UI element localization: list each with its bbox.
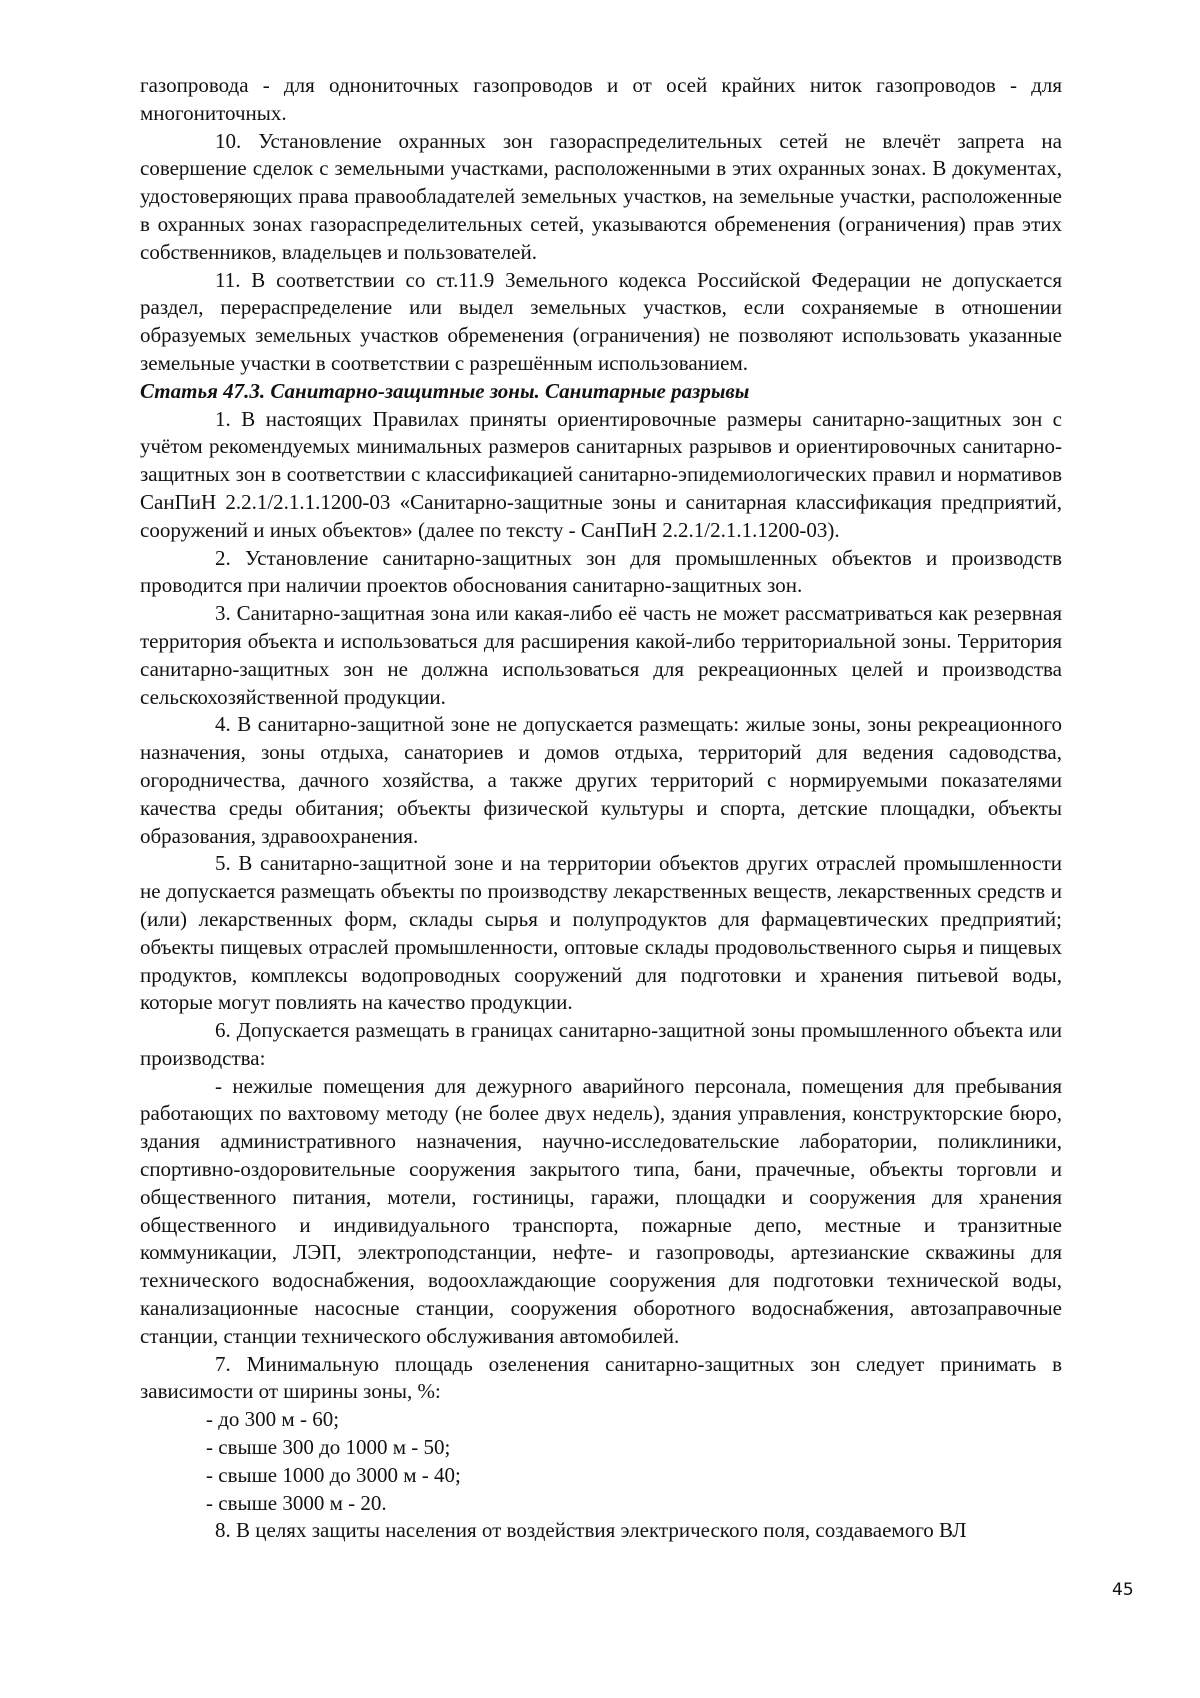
paragraph: 8. В целях защиты населения от воздействия электрического поля, создаваемого ВЛ	[215, 1518, 967, 1543]
paragraph: - нежилые помещения для дежурного аварийного персонала, помещения для пребывания работающих по вахтовому методу (не более двух недель), здания управления, конструкторские бюро, здания административного назначения, научно-исследовательские лаборатории, поликлиники, спортивно-оздоровительные сооружения закрытого типа, бани, прачечные, объекты торговли и общественного питания, мотели, гостиницы, гаражи, площадки и сооружения для хранения общественного и индивидуального транспорта, пожарные депо, местные и транзитные коммуникации, ЛЭП, электроподстанции, нефте- и газопроводы, артезианские скважины для технического водоснабжения, водоохлаждающие сооружения для подготовки технической воды, канализационные насосные станции, сооружения оборотного водоснабжения, автозаправочные станции, станции технического обслуживания автомобилей.	[140, 1073, 1062, 1348]
paragraph: 4. В санитарно-защитной зоне не допускается размещать: жилые зоны, зоны рекреационного назначения, зоны отдыха, санаториев и домов отдыха, территорий для ведения садоводства, огородничества, дачного хозяйства, а также других территорий с нормируемыми показателями качества среды обитания; объекты физической культуры и спорта, детские площадки, объекты образования, здравоохранения.	[140, 712, 1062, 848]
paragraph: 1. В настоящих Правилах приняты ориентировочные размеры санитарно-защитных зон с учётом рекомендуемых минимальных размеров санитарных разрывов и ориентировочных санитарно-защитных зон в соответствии с классификацией санитарно-эпидемиологических правил и нормативов СанПиН 2.2.1/2.1.1.1200-03 «Санитарно-защитные зоны и санитарная классификация предприятий, сооружений и иных объектов» (далее по тексту - СанПиН 2.2.1/2.1.1.1200-03).	[140, 406, 1062, 542]
list-item: - до 300 м - 60;	[206, 1407, 340, 1432]
paragraph: 3. Санитарно-защитная зона или какая-либо её часть не может рассматриваться как резервная территория объекта и использоваться для расширения какой-либо территориальной зоны. Территория санитарно-защитных зон не должна использоваться для рекреационных целей и производства сельскохозяйственной продукции.	[140, 601, 1062, 709]
paragraph: 10. Установление охранных зон газораспределительных сетей не влечёт запрета на совершение сделок с земельными участками, расположенными в этих охранных зонах. В документах, удостоверяющих права правообладателей земельных участков, на земельные участки, расположенные в охранных зонах газораспределительных сетей, указываются обременения (ограничения) прав этих собственников, владельцев и пользователей.	[140, 128, 1062, 264]
paragraph: 5. В санитарно-защитной зоне и на территории объектов других отраслей промышленности не допускается размещать объекты по производству лекарственных веществ, лекарственных средств и (или) лекарственных форм, склады сырья и полупродуктов для фармацевтических предприятий; объекты пищевых отраслей промышленности, оптовые склады продовольственного сырья и пищевых продуктов, комплексы водопроводных сооружений для подготовки и хранения питьевой воды, которые могут повлиять на качество продукции.	[140, 851, 1062, 1015]
page-number: 45	[1112, 1580, 1134, 1600]
paragraph: 11. В соответствии со ст.11.9 Земельного кодекса Российской Федерации не допускается раздел, перераспределение или выдел земельных участков, если сохраняемые в отношении образуемых земельных участков обременения (ограничения) не позволяют использовать указанные земельные участки в соответствии с разрешённым использованием.	[140, 267, 1062, 375]
document-page	[140, 72, 1062, 1545]
section-heading: Статья 47.3. Санитарно-защитные зоны. Санитарные разрывы	[140, 378, 750, 403]
paragraph: газопровода - для однониточных газопроводов и от осей крайних ниток газопроводов - для многониточных.	[140, 73, 1062, 125]
list-item: - свыше 300 до 1000 м - 50;	[206, 1435, 451, 1460]
list-item: - свыше 3000 м - 20.	[206, 1490, 387, 1515]
paragraph: 2. Установление санитарно-защитных зон для промышленных объектов и производств проводится при наличии проектов обоснования санитарно-защитных зон.	[140, 545, 1062, 598]
list-item: - свыше 1000 до 3000 м - 40;	[206, 1462, 461, 1487]
paragraph: 6. Допускается размещать в границах санитарно-защитной зоны промышленного объекта или производства:	[140, 1018, 1062, 1070]
paragraph: 7. Минимальную площадь озеленения санитарно-защитных зон следует принимать в зависимости от ширины зоны, %:	[140, 1351, 1062, 1404]
